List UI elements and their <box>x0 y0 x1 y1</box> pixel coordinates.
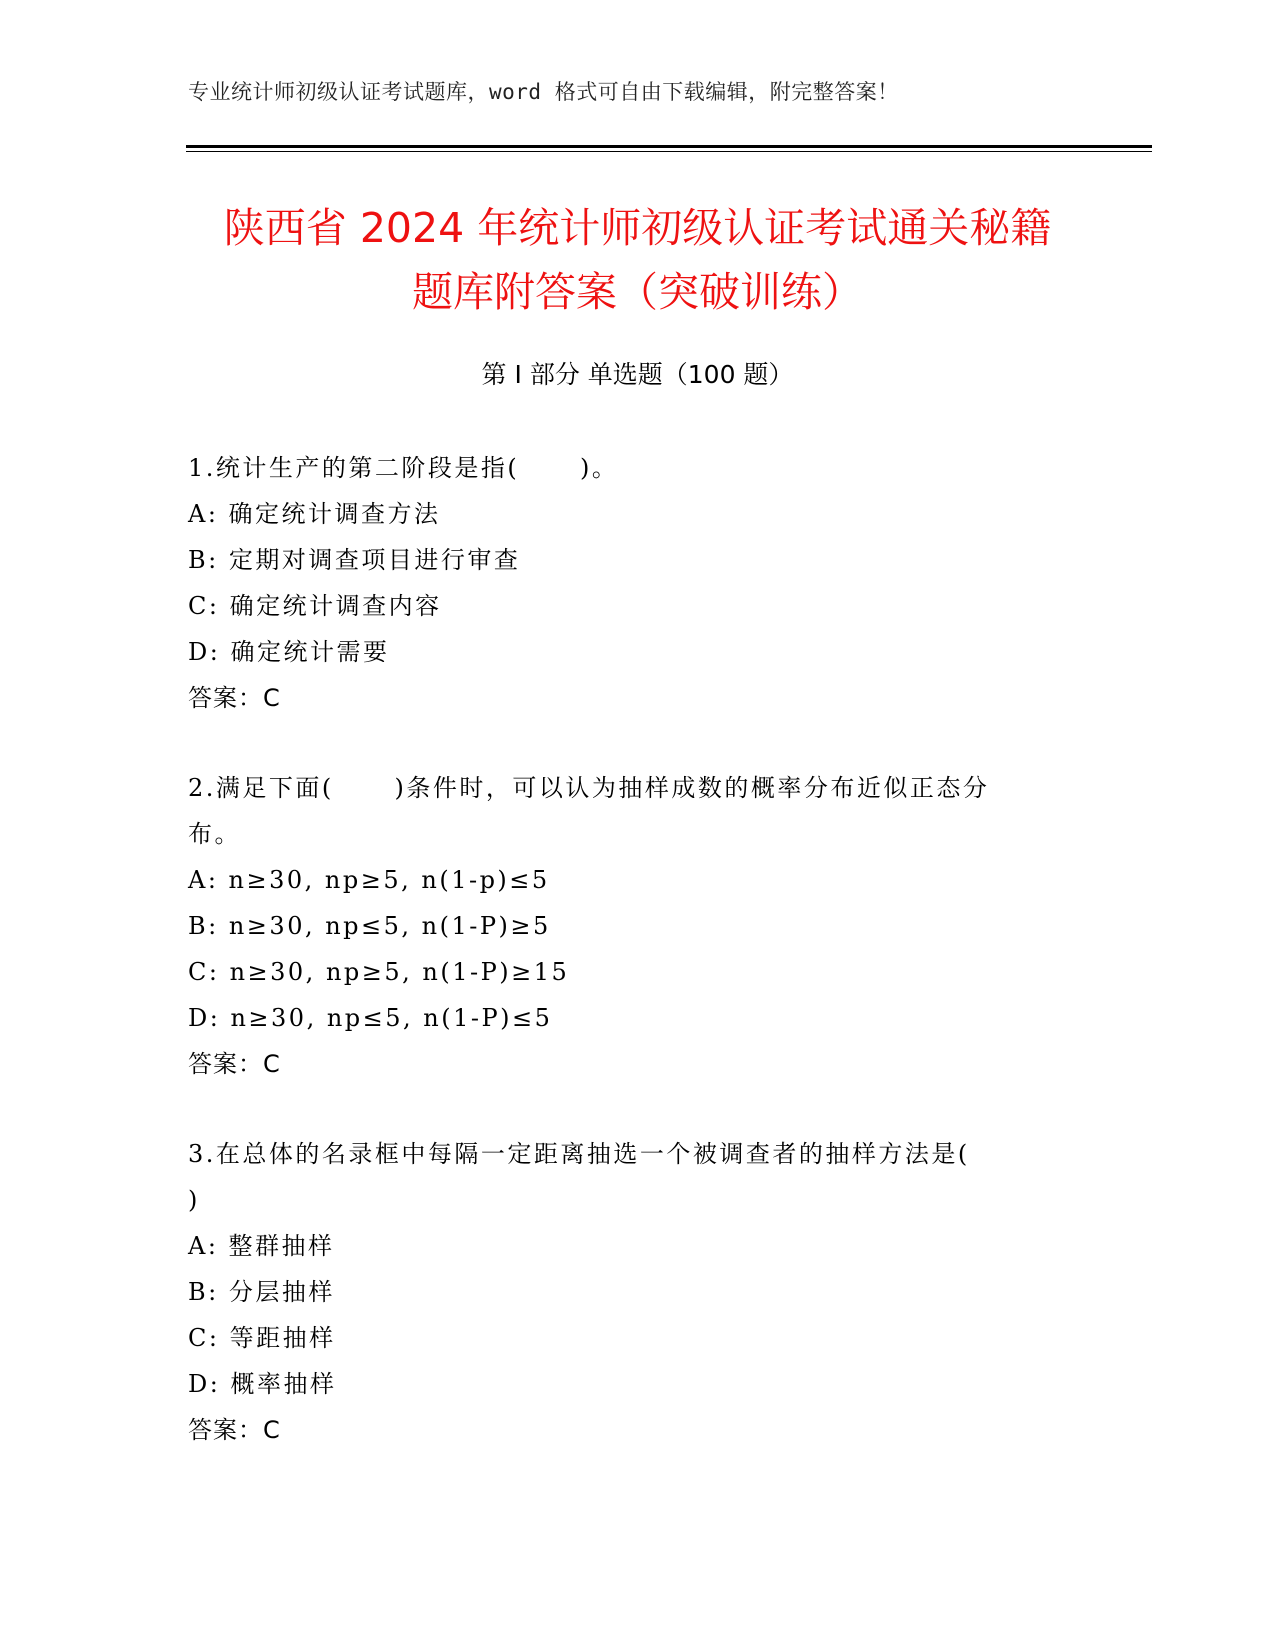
answer-line: 答案：C <box>188 1416 281 1444</box>
question-stem: 2.满足下面( )条件时，可以认为抽样成数的概率分布近似正态分 <box>188 774 990 802</box>
section-heading: 第 I 部分 单选题（100 题） <box>481 360 794 389</box>
option-a: A: 确定统计调查方法 <box>188 500 441 528</box>
header-rule-thick <box>186 145 1152 148</box>
question-stem-continued: 布。 <box>188 820 241 848</box>
question-2 <box>188 765 1088 1087</box>
document-title <box>150 196 1125 324</box>
option-b: B: 定期对调查项目进行审查 <box>188 546 521 574</box>
header-note: 专业统计师初级认证考试题库，word 格式可自由下载编辑，附完整答案！ <box>188 80 899 104</box>
option-c: C: 确定统计调查内容 <box>188 592 442 620</box>
document-title-line-1: 陕西省 2024 年统计师初级认证考试通关秘籍 <box>223 204 1052 252</box>
question-3 <box>188 1131 1088 1453</box>
question-stem: 3.在总体的名录框中每隔一定距离抽选一个被调查者的抽样方法是( <box>188 1140 970 1168</box>
option-a: A: 整群抽样 <box>188 1232 335 1260</box>
option-b: B: n≥30, np≤5, n(1-P)≥5 <box>188 912 551 940</box>
option-d: D: 概率抽样 <box>188 1370 337 1398</box>
option-c: C: 等距抽样 <box>188 1324 336 1352</box>
answer-line: 答案：C <box>188 1050 281 1078</box>
question-1 <box>188 445 1088 721</box>
option-c: C: n≥30, np≥5, n(1-P)≥15 <box>188 958 570 986</box>
header-rule-thin <box>186 151 1152 152</box>
question-stem: 1.统计生产的第二阶段是指( )。 <box>188 454 619 482</box>
document-title-line-2: 题库附答案（突破训练） <box>412 268 863 316</box>
question-list <box>188 445 1088 1497</box>
question-stem-continued: ) <box>188 1186 200 1214</box>
answer-line: 答案：C <box>188 684 281 712</box>
option-d: D: 确定统计需要 <box>188 638 390 666</box>
option-d: D: n≥30, np≤5, n(1-P)≤5 <box>188 1004 553 1032</box>
option-b: B: 分层抽样 <box>188 1278 335 1306</box>
option-a: A: n≥30, np≥5, n(1-p)≤5 <box>188 866 550 894</box>
